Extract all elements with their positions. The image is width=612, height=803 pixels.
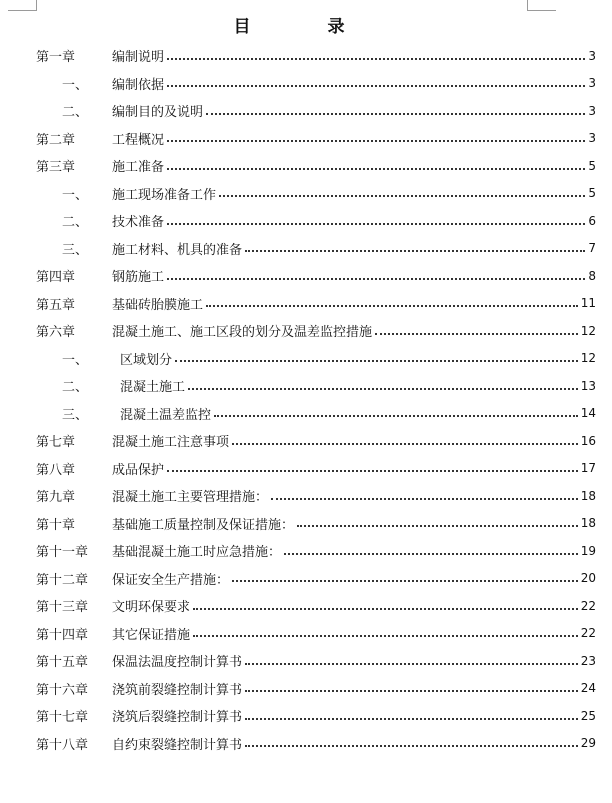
toc-dot-leader (167, 223, 585, 225)
toc-entry-number: 第十四章 (36, 627, 89, 643)
toc-entry-page: 5 (588, 158, 596, 173)
toc-entry-number: 三、 (62, 242, 89, 258)
toc-entry-page: 16 (580, 433, 596, 448)
toc-entry-title: 混凝土施工 (120, 380, 186, 396)
toc-dot-leader (245, 718, 578, 720)
toc-entry-chapter-12[interactable] (36, 565, 596, 593)
toc-entry-number: 三、 (62, 407, 89, 423)
toc-entry-section-6-1[interactable] (36, 345, 596, 373)
toc-entry-page: 19 (580, 543, 596, 558)
toc-entry-title: 文明环保要求 (112, 600, 191, 616)
toc-dot-leader (188, 388, 578, 390)
toc-entry-number: 一、 (62, 352, 89, 368)
toc-dot-leader (167, 140, 585, 142)
toc-entry-number: 二、 (62, 215, 89, 231)
document-title: 目 录 (233, 17, 375, 37)
toc-entry-page: 13 (580, 378, 596, 393)
toc-entry-page: 7 (588, 241, 596, 256)
toc-entry-page: 14 (580, 406, 596, 421)
toc-entry-title: 浇筑前裂缝控制计算书 (112, 682, 243, 698)
toc-entry-title: 成品保护 (112, 462, 165, 478)
toc-entry-page: 12 (580, 323, 596, 338)
toc-entry-page: 3 (588, 76, 596, 91)
toc-entry-chapter-14[interactable] (36, 620, 596, 648)
toc-entry-number: 第五章 (36, 297, 76, 313)
toc-entry-number: 第四章 (36, 270, 76, 286)
toc-entry-chapter-17[interactable] (36, 702, 596, 730)
toc-entry-title: 施工准备 (112, 160, 165, 176)
toc-entry-number: 第十一章 (36, 545, 89, 561)
toc-entry-page: 3 (588, 103, 596, 118)
toc-entry-page: 20 (580, 571, 596, 586)
toc-entry-section-6-3[interactable] (36, 400, 596, 428)
toc-dot-leader (297, 525, 578, 527)
toc-entry-number: 一、 (62, 187, 89, 203)
toc-entry-number: 第三章 (36, 160, 76, 176)
toc-entry-chapter-1[interactable] (36, 42, 596, 70)
toc-entry-number: 第十章 (36, 517, 76, 533)
toc-dot-leader (175, 360, 578, 362)
toc-entry-title: 区域划分 (120, 352, 173, 368)
toc-entry-title: 混凝土施工注意事项 (112, 435, 230, 451)
page-corner-mark-right (527, 0, 556, 11)
toc-entry-title: 钢筋施工 (112, 270, 165, 286)
toc-entry-chapter-10[interactable] (36, 510, 596, 538)
toc-entry-page: 6 (588, 213, 596, 228)
toc-entry-number: 第一章 (36, 50, 76, 66)
toc-entry-title: 混凝土施工、施工区段的划分及温差监控措施 (112, 325, 373, 341)
toc-dot-leader (232, 443, 578, 445)
toc-entry-number: 第七章 (36, 435, 76, 451)
toc-entry-section-1-1[interactable] (36, 70, 596, 98)
toc-entry-number: 第九章 (36, 490, 76, 506)
toc-dot-leader (167, 278, 585, 280)
toc-entry-chapter-4[interactable] (36, 262, 596, 290)
toc-entry-page: 25 (580, 708, 596, 723)
toc-entry-chapter-6[interactable] (36, 317, 596, 345)
toc-entry-number: 第十二章 (36, 572, 89, 588)
toc-dot-leader (214, 415, 578, 417)
toc-entry-title: 基础混凝土施工时应急措施： (112, 545, 282, 561)
toc-entry-section-3-2[interactable] (36, 207, 596, 235)
toc-entry-title: 施工现场准备工作 (112, 187, 217, 203)
toc-entry-page: 11 (580, 296, 596, 311)
toc-entry-number: 一、 (62, 77, 89, 93)
toc-dot-leader (284, 553, 578, 555)
toc-dot-leader (167, 470, 578, 472)
toc-entry-page: 22 (580, 626, 596, 641)
toc-entry-title: 保温法温度控制计算书 (112, 655, 243, 671)
toc-dot-leader (271, 498, 578, 500)
toc-entry-number: 第十三章 (36, 600, 89, 616)
toc-entry-page: 3 (588, 131, 596, 146)
toc-dot-leader (167, 168, 585, 170)
toc-entry-page: 12 (580, 351, 596, 366)
toc-entry-chapter-15[interactable] (36, 647, 596, 675)
toc-entry-page: 29 (580, 736, 596, 751)
toc-entry-title: 编制说明 (112, 50, 165, 66)
toc-dot-leader (193, 635, 578, 637)
toc-entry-chapter-16[interactable] (36, 675, 596, 703)
toc-entry-number: 第八章 (36, 462, 76, 478)
toc-entry-title: 编制目的及说明 (112, 105, 204, 121)
toc-entry-number: 二、 (62, 105, 89, 121)
toc-dot-leader (245, 250, 585, 252)
toc-entry-page: 3 (588, 48, 596, 63)
toc-entry-page: 24 (580, 681, 596, 696)
toc-dot-leader (245, 690, 578, 692)
toc-dot-leader (206, 305, 578, 307)
toc-entry-section-1-2[interactable] (36, 97, 596, 125)
toc-entry-title: 保证安全生产措施： (112, 572, 230, 588)
toc-dot-leader (193, 608, 578, 610)
toc-dot-leader (219, 195, 585, 197)
toc-dot-leader (375, 333, 578, 335)
toc-entry-page: 5 (588, 186, 596, 201)
toc-entry-chapter-13[interactable] (36, 592, 596, 620)
toc-entry-number: 第六章 (36, 325, 76, 341)
toc-entry-chapter-5[interactable] (36, 290, 596, 318)
toc-entry-number: 第十七章 (36, 710, 89, 726)
page-corner-mark-left (8, 0, 37, 11)
toc-entry-chapter-8[interactable] (36, 455, 596, 483)
toc-entry-number: 第十五章 (36, 655, 89, 671)
toc-entry-title: 浇筑后裂缝控制计算书 (112, 710, 243, 726)
toc-entry-page: 17 (580, 461, 596, 476)
toc-entry-title: 施工材料、机具的准备 (112, 242, 243, 258)
toc-dot-leader (167, 58, 585, 60)
toc-entry-page: 22 (580, 598, 596, 613)
toc-entry-title: 基础砖胎膜施工 (112, 297, 204, 313)
toc-entry-page: 8 (588, 268, 596, 283)
toc-entry-title: 其它保证措施 (112, 627, 191, 643)
toc-entry-number: 第十六章 (36, 682, 89, 698)
toc-entry-chapter-9[interactable] (36, 482, 596, 510)
toc-entry-number: 二、 (62, 380, 89, 396)
toc-entry-number: 第二章 (36, 132, 76, 148)
toc-dot-leader (167, 85, 585, 87)
toc-entry-title: 编制依据 (112, 77, 165, 93)
toc-entry-title: 基础施工质量控制及保证措施： (112, 517, 295, 533)
toc-dot-leader (206, 113, 585, 115)
toc-entry-section-6-2[interactable] (36, 372, 596, 400)
toc-entry-title: 混凝土温差监控 (120, 407, 212, 423)
toc-dot-leader (245, 745, 578, 747)
toc-entry-chapter-7[interactable] (36, 427, 596, 455)
toc-entry-title: 工程概况 (112, 132, 165, 148)
toc-dot-leader (245, 663, 578, 665)
toc-entry-chapter-18[interactable] (36, 730, 596, 758)
toc-entry-chapter-11[interactable] (36, 537, 596, 565)
toc-entry-chapter-2[interactable] (36, 125, 596, 153)
toc-entry-title: 自约束裂缝控制计算书 (112, 737, 243, 753)
toc-dot-leader (232, 580, 578, 582)
toc-entry-page: 18 (580, 516, 596, 531)
toc-entry-section-3-3[interactable] (36, 235, 596, 263)
toc-entry-number: 第十八章 (36, 737, 89, 753)
toc-entry-chapter-3[interactable] (36, 152, 596, 180)
table-of-contents (36, 42, 596, 757)
toc-entry-title: 混凝土施工主要管理措施： (112, 490, 269, 506)
toc-entry-title: 技术准备 (112, 215, 165, 231)
toc-entry-page: 23 (580, 653, 596, 668)
toc-entry-page: 18 (580, 488, 596, 503)
toc-entry-section-3-1[interactable] (36, 180, 596, 208)
